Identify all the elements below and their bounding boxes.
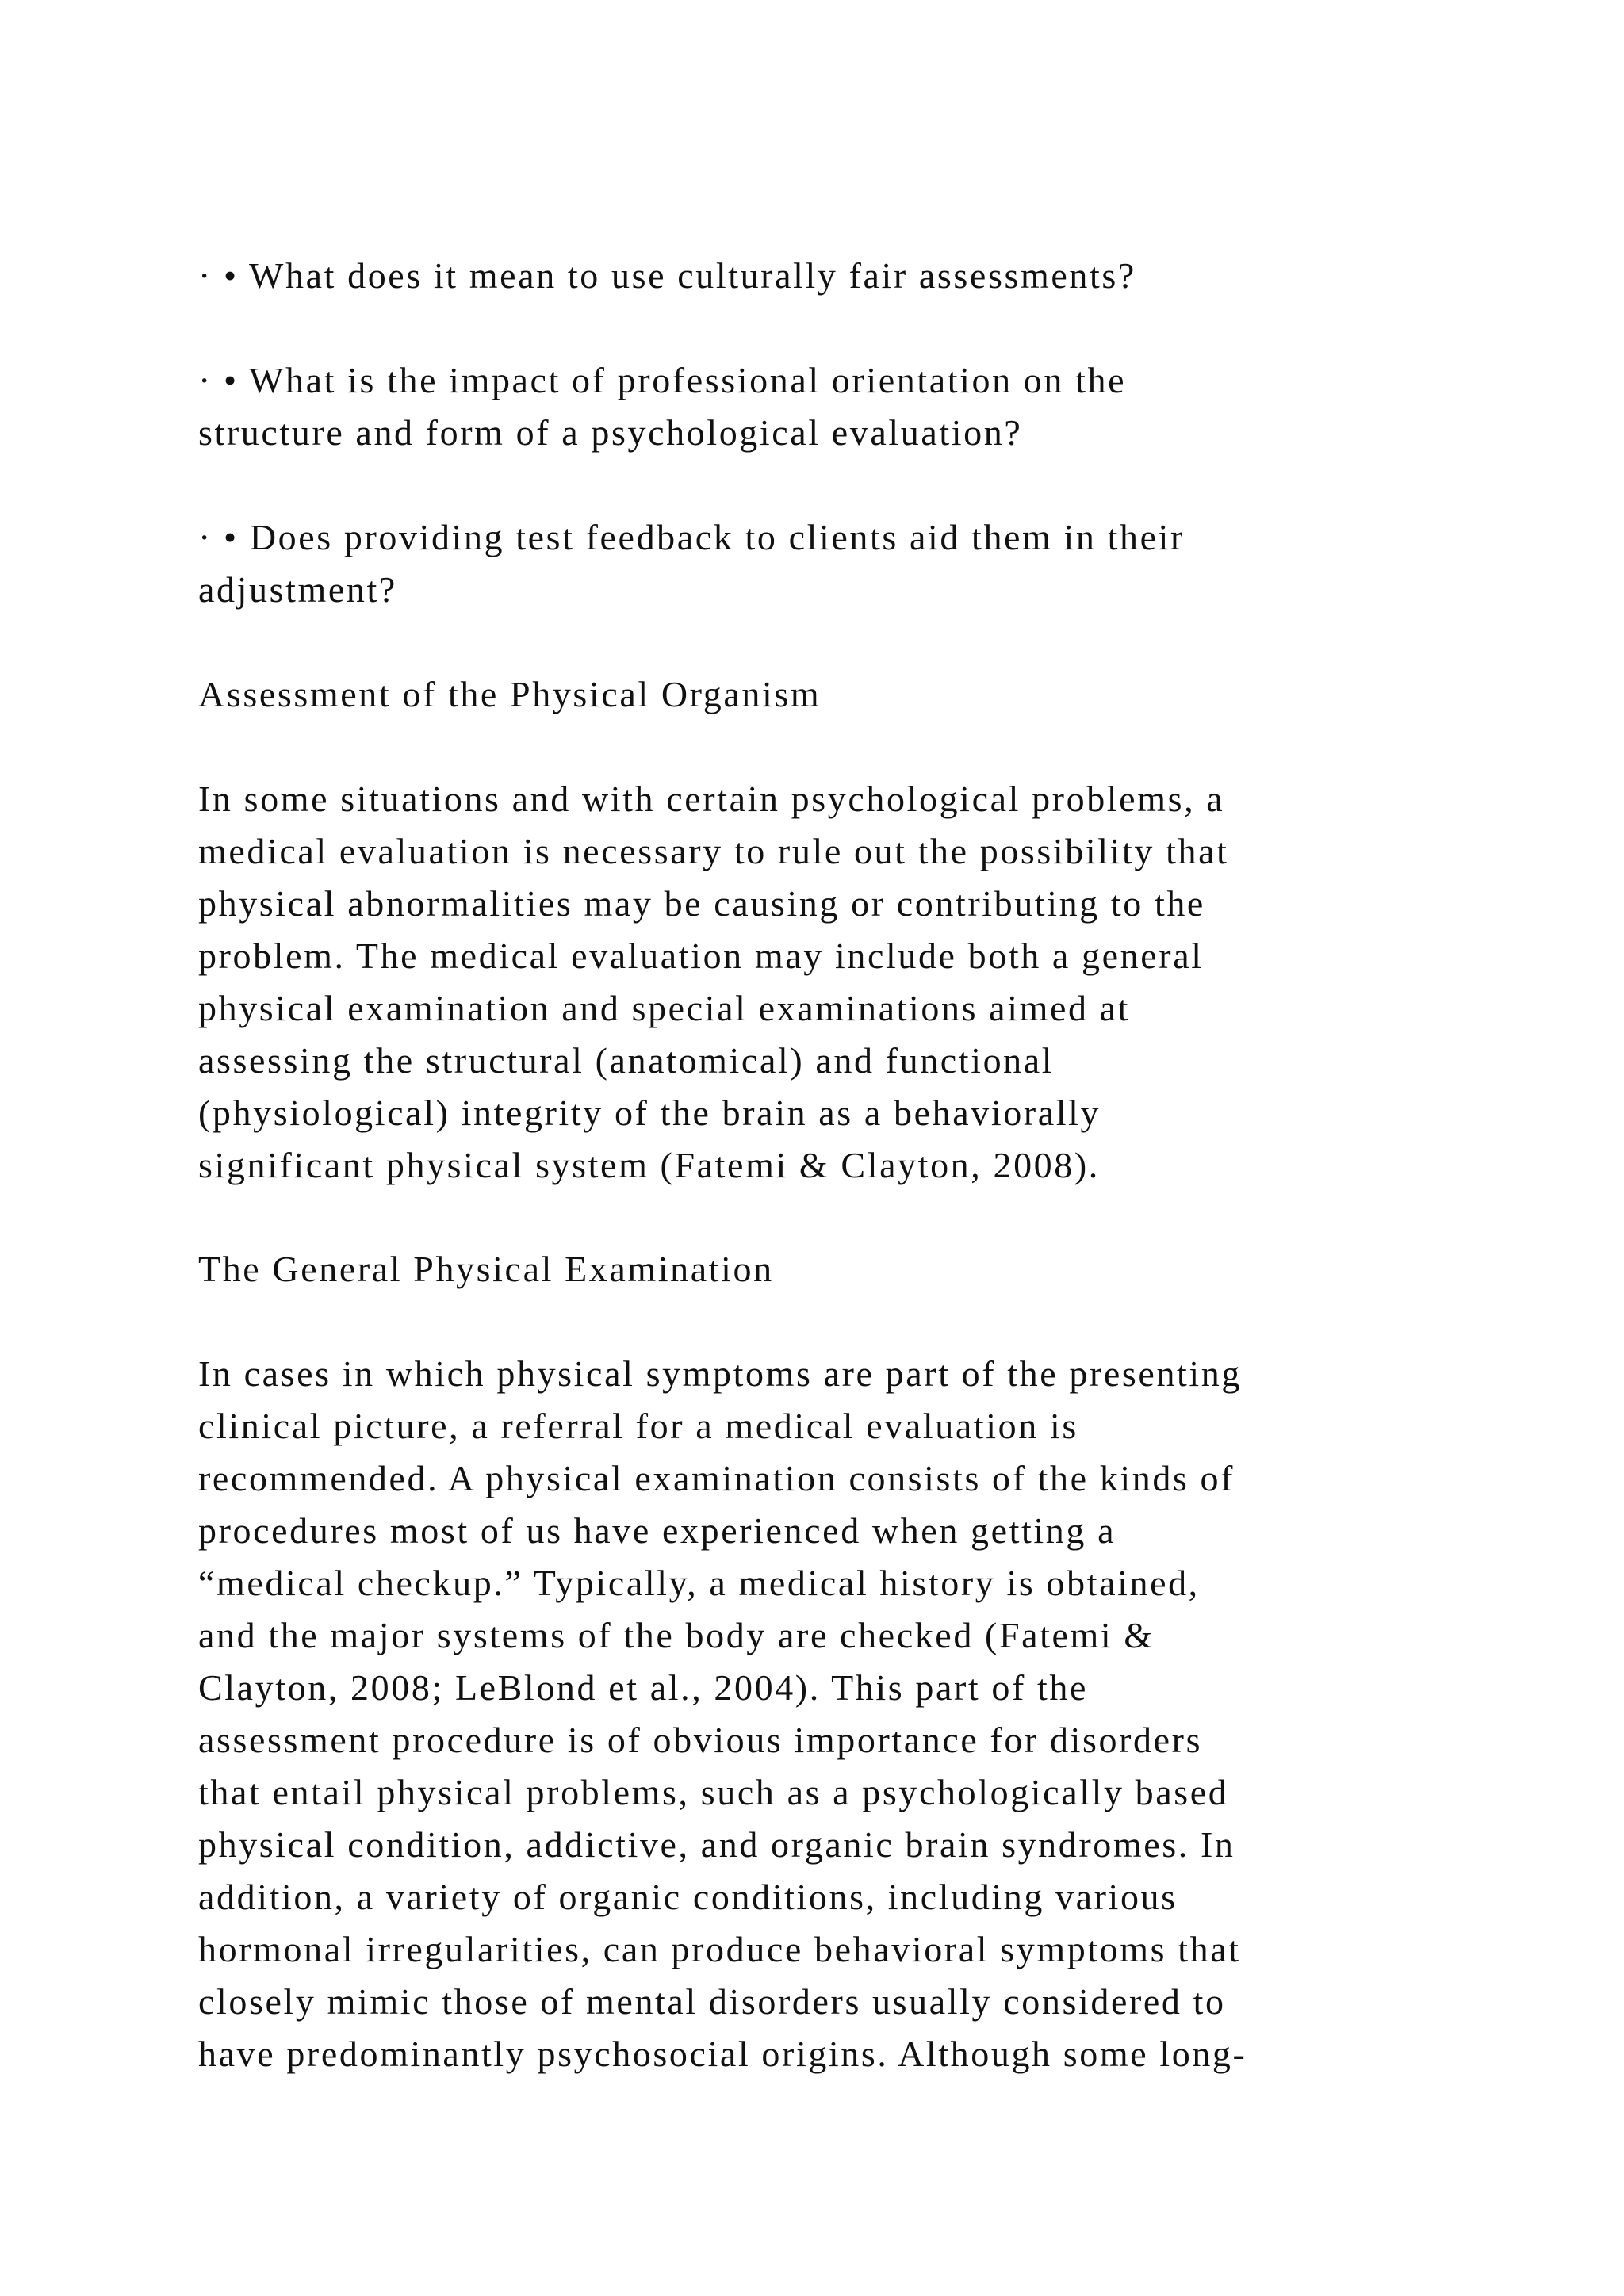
text-line: that entail physical problems, such as a psychologically based: [198, 1772, 1229, 1812]
text-line: · • What does it mean to use culturally fair assessments?: [198, 255, 1136, 296]
text-line: medical evaluation is necessary to rule out the possibility that: [198, 831, 1229, 871]
text-line: “medical checkup.” Typically, a medical history is obtained,: [198, 1563, 1200, 1603]
text-line: significant physical system (Fatemi & Clayton, 2008).: [198, 1145, 1100, 1185]
text-line: have predominantly psychosocial origins. Although some long-: [198, 2034, 1247, 2074]
bullet-question-2: [198, 354, 1435, 459]
heading-assessment-physical-organism: [198, 668, 1435, 721]
text-line: (physiological) integrity of the brain as a behaviorally: [198, 1093, 1101, 1133]
text-line: closely mimic those of mental disorders usually considered to: [198, 1981, 1226, 2022]
text-line: physical abnormalities may be causing or contributing to the: [198, 883, 1205, 924]
section-heading: Assessment of the Physical Organism: [198, 674, 822, 714]
text-line: · • Does providing test feedback to clients aid them in their: [198, 517, 1185, 557]
text-line: assessment procedure is of obvious importance for disorders: [198, 1720, 1203, 1760]
text-line: assessing the structural (anatomical) and functional: [198, 1040, 1055, 1081]
text-line: recommended. A physical examination consists of the kinds of: [198, 1458, 1235, 1498]
bullet-question-3: [198, 511, 1435, 616]
text-line: In some situations and with certain psychological problems, a: [198, 779, 1225, 819]
text-line: physical examination and special examinations aimed at: [198, 988, 1131, 1028]
text-line: adjustment?: [198, 569, 397, 610]
text-line: physical condition, addictive, and organic brain syndromes. In: [198, 1824, 1235, 1865]
text-line: procedures most of us have experienced when getting a: [198, 1510, 1116, 1551]
text-line: problem. The medical evaluation may include both a general: [198, 936, 1204, 976]
text-line: In cases in which physical symptoms are part of the presenting: [198, 1353, 1243, 1394]
paragraph-general-physical-examination: [198, 1348, 1435, 2080]
text-line: structure and form of a psychological evaluation?: [198, 412, 1023, 453]
text-line: hormonal irregularities, can produce behavioral symptoms that: [198, 1929, 1241, 1969]
text-line: · • What is the impact of professional orientation on the: [198, 360, 1127, 400]
text-line: clinical picture, a referral for a medical evaluation is: [198, 1406, 1078, 1446]
text-line: Clayton, 2008; LeBlond et al., 2004). This part of the: [198, 1667, 1089, 1708]
text-line: addition, a variety of organic conditions, including various: [198, 1877, 1178, 1917]
text-line: and the major systems of the body are checked (Fatemi &: [198, 1615, 1155, 1655]
paragraph-physical-organism: [198, 773, 1435, 1192]
heading-general-physical-examination: [198, 1243, 1435, 1295]
section-heading: The General Physical Examination: [198, 1249, 774, 1289]
bullet-question-1: [198, 250, 1435, 302]
